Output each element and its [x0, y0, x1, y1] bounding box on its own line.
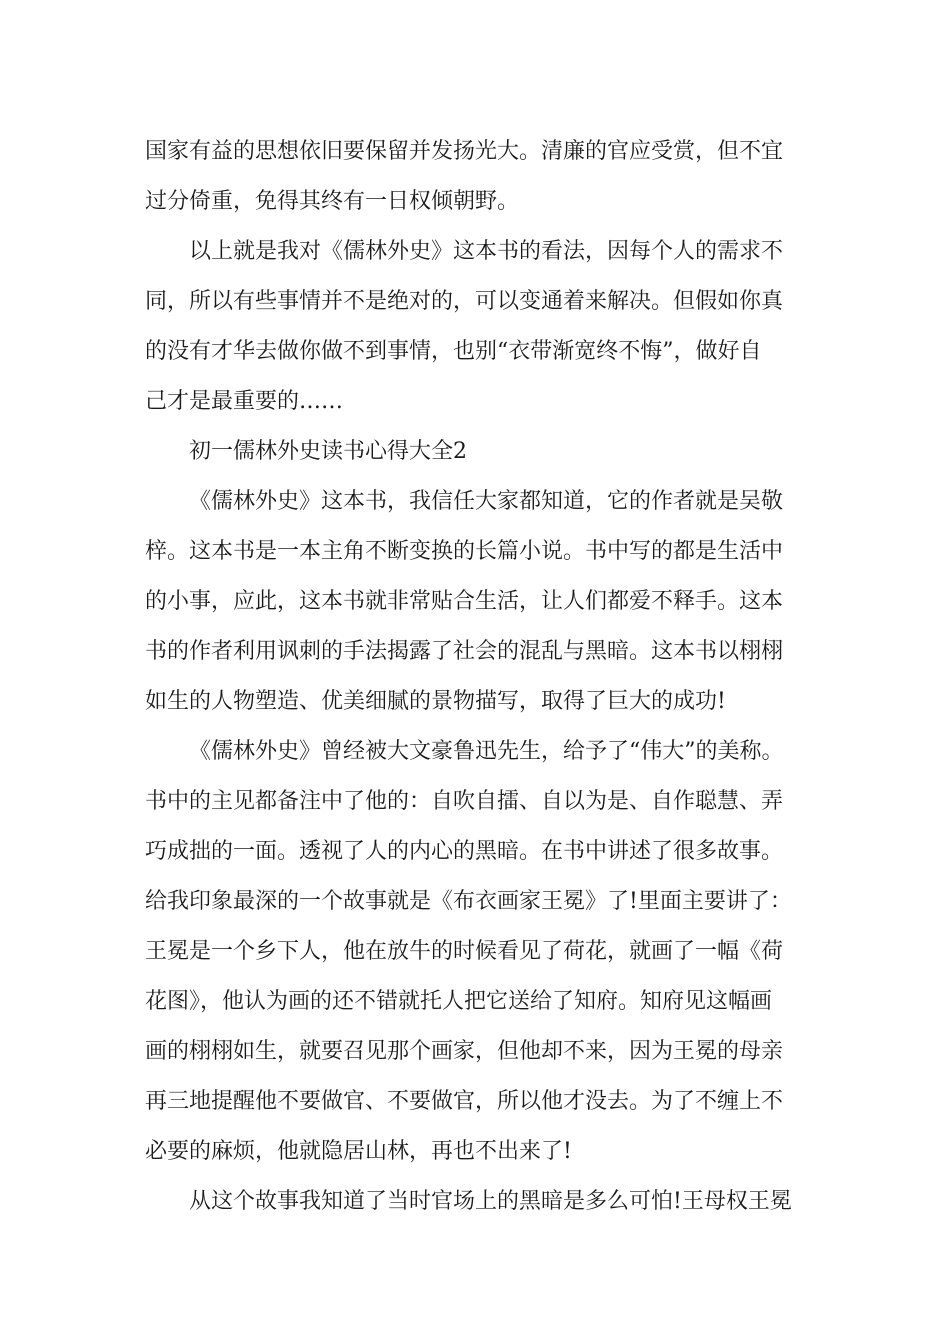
- paragraph-first-line: 从这个故事我知道了当时官场上的黑暗是多么可怕!王母权王冕: [189, 1189, 792, 1214]
- text-line: 再三地提醒他不要做官、不要做官，所以他才没去。为了不缠上不: [145, 1089, 784, 1114]
- text-line: 书的作者利用讽刺的手法揭露了社会的混乱与黑暗。这本书以栩栩: [145, 639, 784, 664]
- text-line: 国家有益的思想依旧要保留并发扬光大。清廉的官应受赏，但不宜: [145, 139, 784, 164]
- text-line: 如生的人物塑造、优美细腻的景物描写，取得了巨大的成功!: [145, 689, 726, 714]
- text-line: 书中的主见都备注中了他的：自吹自擂、自以为是、自作聪慧、弄: [145, 789, 784, 814]
- text-line: 过分倚重，免得其终有一日权倾朝野。: [145, 189, 520, 214]
- text-line: 画的栩栩如生，就要召见那个画家，但他却不来，因为王冕的母亲: [145, 1039, 784, 1064]
- paragraph-first-line: 以上就是我对《儒林外史》这本书的看法，因每个人的需求不: [189, 239, 784, 264]
- text-line: 的小事，应此，这本书就非常贴合生活，让人们都爱不释手。这本: [145, 589, 784, 614]
- text-line: 同，所以有些事情并不是绝对的，可以变通着来解决。但假如你真: [145, 289, 784, 314]
- section-heading: 初一儒林外史读书心得大全2: [189, 439, 467, 464]
- text-line: 给我印象最深的一个故事就是《布衣画家王冕》了!里面主要讲了：: [145, 889, 792, 914]
- paragraph-first-line: 《儒林外史》这本书，我信任大家都知道，它的作者就是吴敬: [189, 489, 784, 514]
- paragraph-first-line: 《儒林外史》曾经被大文豪鲁迅先生，给予了“伟大”的美称。: [189, 739, 784, 764]
- text-line: 己才是最重要的……: [145, 389, 344, 414]
- text-line: 的没有才华去做你做不到事情，也别“衣带渐宽终不悔”，做好自: [145, 339, 762, 364]
- text-line: 王冕是一个乡下人，他在放牛的时候看见了荷花，就画了一幅《荷: [145, 939, 784, 964]
- text-line: 必要的麻烦，他就隐居山林，再也不出来了!: [145, 1139, 572, 1164]
- text-line: 巧成拙的一面。透视了人的内心的黑暗。在书中讲述了很多故事。: [145, 839, 784, 864]
- text-line: 花图》，他认为画的还不错就托人把它送给了知府。知府见这幅画: [145, 989, 773, 1014]
- text-line: 梓。这本书是一本主角不断变换的长篇小说。书中写的都是生活中: [145, 539, 784, 564]
